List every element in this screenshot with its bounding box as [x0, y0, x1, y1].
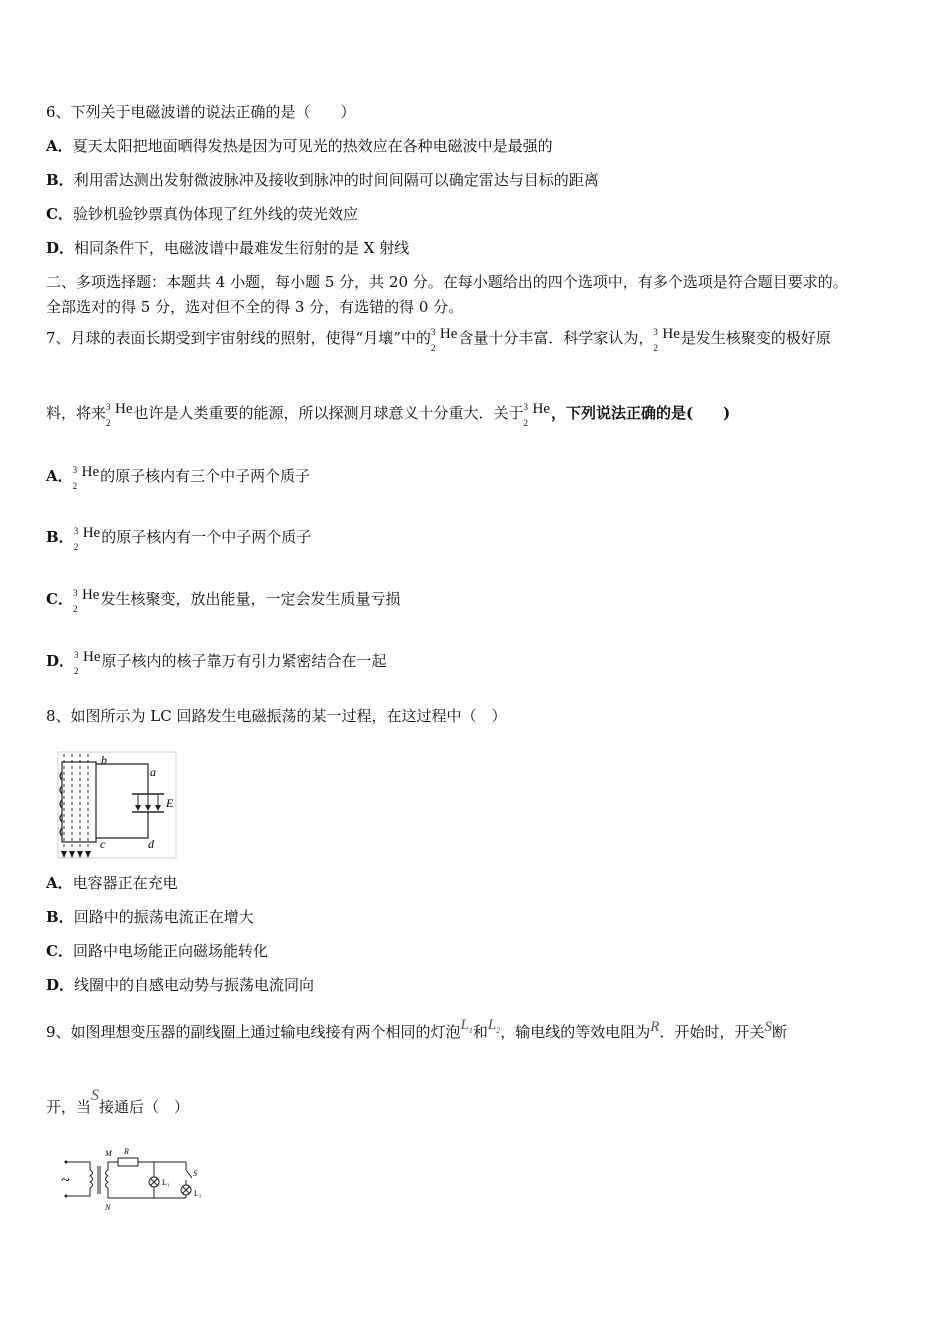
option-label: B． — [46, 528, 74, 546]
q9-text: 开，当 — [46, 1098, 92, 1116]
q7-option-c — [46, 587, 401, 614]
q9-stem-line2 — [46, 1087, 190, 1118]
q7-text: 是发生核聚变的极好原 — [680, 329, 831, 347]
option-label: C． — [46, 205, 73, 223]
q9-text: 和 — [472, 1023, 488, 1041]
symbol-s: S — [764, 1019, 772, 1035]
label-c: c — [100, 837, 106, 851]
helium3-symbol: 3 2 He — [523, 401, 551, 428]
label-l2: L₂ — [194, 1189, 202, 1198]
q7-stem-line1 — [46, 326, 831, 353]
option-label: D． — [46, 976, 75, 994]
q6-option-a — [46, 136, 553, 156]
helium3-symbol: 3 2 He — [72, 464, 100, 491]
option-text: 的原子核内有三个中子两个质子 — [100, 467, 311, 485]
section2-line2: 全部选对的得 5 分，选对但不全的得 3 分，有选错的得 0 分。 — [46, 298, 464, 316]
q9-stem-line1 — [46, 1017, 787, 1049]
option-label: B． — [46, 171, 74, 189]
label-s: S — [193, 1169, 197, 1178]
option-label: D． — [46, 239, 75, 257]
option-text: 原子核内的核子靠万有引力紧密结合在一起 — [101, 652, 387, 670]
q9-text: 断 — [771, 1023, 787, 1041]
q8-stem: 8、如图所示为 LC 回路发生电磁振荡的某一过程，在这过程中（ ） — [46, 707, 507, 725]
label-l1: L₁ — [162, 1178, 170, 1187]
option-text: 回路中的振荡电流正在增大 — [73, 908, 254, 926]
q7-option-b — [46, 525, 312, 552]
label-d: d — [148, 837, 154, 851]
q7-option-a — [46, 464, 311, 491]
symbol-l2: $L_2$ — [487, 1017, 501, 1035]
q7-text: ，下列说法正确的是( ) — [551, 404, 731, 422]
q7-text: 7、月球的表面长期受到宇宙射线的照射，使得“月壤”中的 — [46, 329, 431, 347]
option-label: C． — [46, 590, 73, 608]
section2-line1: 二、多项选择题：本题共 4 小题，每小题 5 分，共 20 分。在每小题给出的四个选项中，有多个选项是符合题目要求的。 — [46, 273, 848, 291]
helium3-symbol: 3 2 He — [72, 587, 100, 614]
option-label: A． — [46, 137, 73, 155]
q9-text: ，输电线的等效电阻为 — [500, 1023, 651, 1041]
option-text: 验钞机验钞票真伪体现了红外线的荧光效应 — [72, 205, 358, 223]
label-m: M — [105, 1149, 112, 1158]
symbol-l1: $L_1$ — [460, 1017, 473, 1035]
q6-stem: 6、下列关于电磁波谱的说法正确的是（ ） — [46, 103, 356, 121]
q7-option-d — [46, 649, 387, 676]
q7-text: 含量十分丰富．科学家认为， — [458, 329, 654, 347]
q8-option-c — [46, 941, 268, 961]
option-label: A． — [46, 467, 73, 485]
symbol-r: R — [650, 1019, 660, 1035]
q9-text: 9、如图理想变压器的副线圈上通过输电线接有两个相同的灯泡 — [46, 1023, 461, 1041]
option-label: A． — [46, 874, 73, 892]
q8-option-b — [46, 907, 254, 927]
option-text: 利用雷达测出发射微波脉冲及接收到脉冲的时间间隔可以确定雷达与目标的距离 — [73, 171, 599, 189]
q7-text: 也许是人类重要的能源，所以探测月球意义十分重大．关于 — [133, 404, 524, 422]
symbol-s: S — [91, 1087, 100, 1104]
helium3-symbol: 3 2 He — [74, 649, 101, 676]
q6-option-c — [46, 204, 358, 224]
q6-option-b — [46, 170, 599, 190]
helium3-symbol: 3 2 He — [106, 401, 133, 428]
helium3-symbol: 3 2 He — [430, 326, 458, 353]
option-label: B． — [46, 908, 74, 926]
q7-stem-line2 — [46, 401, 731, 428]
helium3-symbol: 3 2 He — [73, 525, 101, 552]
q6-option-d — [46, 238, 409, 258]
label-e: E — [166, 796, 174, 810]
option-label: D． — [46, 652, 75, 670]
option-text: 回路中电场能正向磁场能转化 — [72, 942, 268, 960]
option-text: 电容器正在充电 — [72, 874, 178, 892]
option-text: 发生核聚变，放出能量，一定会发生质量亏损 — [100, 590, 401, 608]
label-r: R — [124, 1147, 129, 1156]
option-label: C． — [46, 942, 73, 960]
label-a: a — [150, 765, 156, 779]
label-n: N — [105, 1203, 111, 1212]
q8-option-d — [46, 975, 314, 995]
option-text: 相同条件下，电磁波谱中最难发生衍射的是 X 射线 — [74, 239, 410, 257]
transformer-circuit-figure — [56, 1144, 218, 1216]
q9-text: ．开始时，开关 — [659, 1023, 765, 1041]
helium3-symbol: 3 2 He — [653, 326, 680, 353]
q9-text: 接通后（ ） — [99, 1098, 190, 1116]
label-b: b — [101, 753, 107, 767]
option-text: 的原子核内有一个中子两个质子 — [101, 528, 312, 546]
option-text: 线圈中的自感电动势与振荡电流同向 — [74, 976, 315, 994]
q8-option-a — [46, 873, 178, 893]
q7-text: 料，将来 — [46, 404, 107, 422]
ac-source-icon: ~ — [61, 1172, 70, 1189]
option-text: 夏天太阳把地面晒得发热是因为可见光的热效应在各种电磁波中是最强的 — [72, 137, 553, 155]
lc-circuit-figure — [56, 750, 180, 862]
